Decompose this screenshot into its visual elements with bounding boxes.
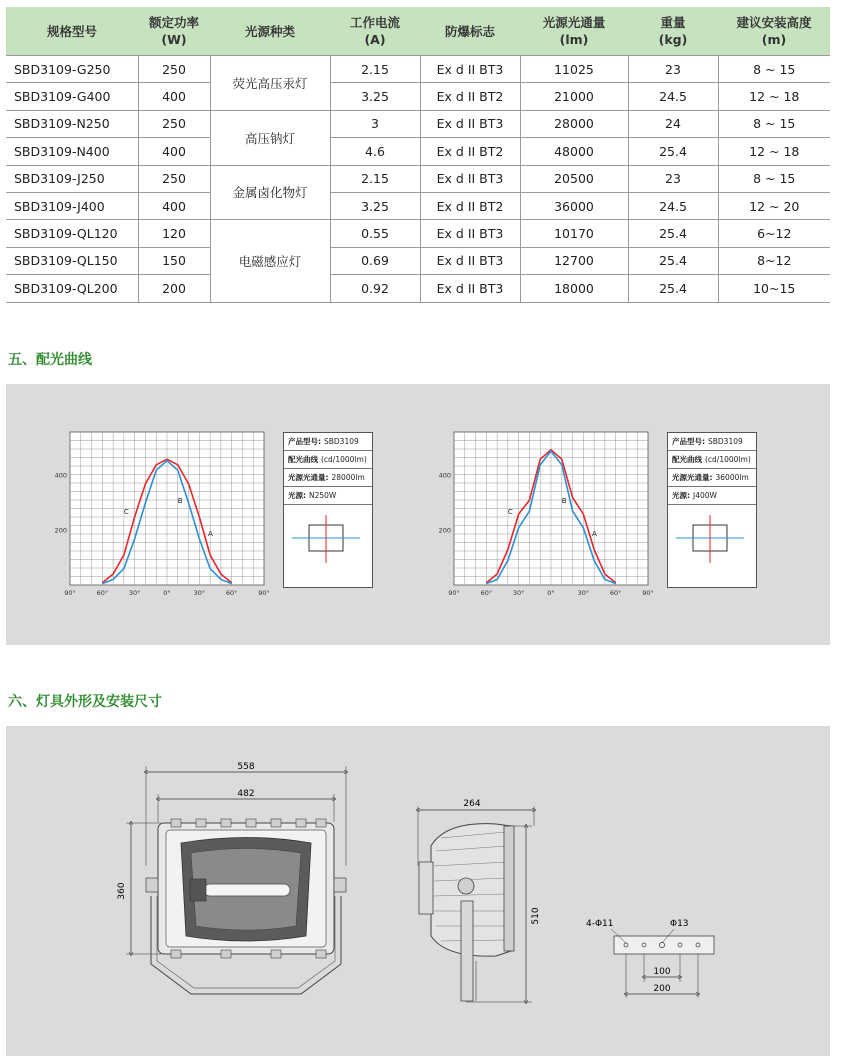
header-model: 规格型号 xyxy=(46,23,97,39)
curve-panel xyxy=(6,384,830,645)
cell-weight: 24.5 xyxy=(628,192,718,219)
cell-current: 0.92 xyxy=(330,275,420,302)
cell-current: 3.25 xyxy=(330,192,420,219)
x-tick-label: 90° xyxy=(448,589,460,597)
cell-light-source: 荧光高压汞灯 xyxy=(210,56,330,111)
cell-flux: 21000 xyxy=(520,83,628,110)
header-flux: 光源光通量 (lm) xyxy=(542,15,606,47)
dim-spacing-large: 200 xyxy=(653,984,671,994)
cell-flux: 12700 xyxy=(520,247,628,274)
cell-weight: 24 xyxy=(628,110,718,137)
cell-current: 3 xyxy=(330,110,420,137)
dimension-panel xyxy=(6,726,830,1056)
cell-weight: 23 xyxy=(628,165,718,192)
cell-height: 12 ~ 20 xyxy=(718,192,830,219)
dim-height-side: 510 xyxy=(531,907,541,925)
section-title-dimensions: 六、灯具外形及安装尺寸 xyxy=(8,694,162,710)
table-row xyxy=(6,275,830,302)
cell-mark: Ex d II BT3 xyxy=(420,247,520,274)
cell-power: 250 xyxy=(138,110,210,137)
cell-height: 8~12 xyxy=(718,247,830,274)
table-row xyxy=(6,165,830,192)
chart-2-info: 产品型号: SBD3109 配光曲线 (cd/1000lm) 光源光通量: 36000lm 光源: J400W xyxy=(667,432,757,588)
x-tick-label: 30° xyxy=(193,589,206,597)
chart-1-svg xyxy=(52,428,282,603)
curve-label: B xyxy=(177,497,183,506)
cell-flux: 11025 xyxy=(520,56,628,83)
cell-power: 150 xyxy=(138,247,210,274)
x-tick-label: 90° xyxy=(258,589,270,597)
cell-weight: 25.4 xyxy=(628,247,718,274)
cell-power: 400 xyxy=(138,138,210,165)
cell-current: 3.25 xyxy=(330,83,420,110)
x-tick-label: 90° xyxy=(642,589,654,597)
cell-height: 8 ~ 15 xyxy=(718,56,830,83)
cell-height: 10~15 xyxy=(718,275,830,302)
x-tick-label: 0° xyxy=(547,589,555,597)
chart-2 xyxy=(436,428,666,607)
cell-power: 400 xyxy=(138,83,210,110)
chart-1 xyxy=(52,428,282,607)
dimension-drawing xyxy=(6,726,830,1056)
y-tick-label: 200 xyxy=(54,526,67,535)
y-tick-label: 400 xyxy=(54,471,67,480)
cell-model: SBD3109-N400 xyxy=(6,138,138,165)
cell-flux: 20500 xyxy=(520,165,628,192)
curve-label: C xyxy=(123,507,129,516)
curve-label: C xyxy=(507,507,513,516)
cell-power: 200 xyxy=(138,275,210,302)
cell-current: 0.69 xyxy=(330,247,420,274)
cell-model: SBD3109-QL200 xyxy=(6,275,138,302)
cell-flux: 10170 xyxy=(520,220,628,247)
x-tick-label: 0° xyxy=(163,589,171,597)
cell-light-source: 金属卤化物灯 xyxy=(210,165,330,220)
section-title-curves: 五、配光曲线 xyxy=(8,352,92,368)
table-row xyxy=(6,56,830,83)
cell-current: 0.55 xyxy=(330,220,420,247)
table-row xyxy=(6,192,830,219)
cell-current: 4.6 xyxy=(330,138,420,165)
cell-mark: Ex d II BT2 xyxy=(420,192,520,219)
cell-mark: Ex d II BT2 xyxy=(420,138,520,165)
x-tick-label: 60° xyxy=(480,589,493,597)
cell-weight: 23 xyxy=(628,56,718,83)
cell-flux: 48000 xyxy=(520,138,628,165)
dim-depth-side: 264 xyxy=(463,799,481,809)
header-current: 工作电流 (A) xyxy=(349,15,400,47)
header-weight: 重量 (kg) xyxy=(658,15,688,47)
cell-power: 120 xyxy=(138,220,210,247)
lamp-orientation-diagram-2 xyxy=(668,505,756,583)
cell-height: 6~12 xyxy=(718,220,830,247)
cell-flux: 18000 xyxy=(520,275,628,302)
chart-1-info: 产品型号: SBD3109 配光曲线 (cd/1000lm) 光源光通量: 28000lm 光源: N250W xyxy=(283,432,373,588)
dim-spacing-small: 100 xyxy=(653,967,671,977)
x-tick-label: 30° xyxy=(128,589,141,597)
cell-model: SBD3109-QL120 xyxy=(6,220,138,247)
cell-mark: Ex d II BT3 xyxy=(420,220,520,247)
cell-current: 2.15 xyxy=(330,165,420,192)
cell-mark: Ex d II BT3 xyxy=(420,275,520,302)
cell-mark: Ex d II BT3 xyxy=(420,56,520,83)
chart-2-svg xyxy=(436,428,666,603)
dim-width-inner: 482 xyxy=(237,789,255,799)
x-tick-label: 30° xyxy=(577,589,590,597)
cell-mark: Ex d II BT2 xyxy=(420,83,520,110)
side-view xyxy=(418,799,541,1002)
table-row xyxy=(6,247,830,274)
cell-mark: Ex d II BT3 xyxy=(420,165,520,192)
cell-light-source: 高压钠灯 xyxy=(210,110,330,165)
table-row xyxy=(6,138,830,165)
cell-weight: 25.4 xyxy=(628,220,718,247)
table-row xyxy=(6,83,830,110)
cell-flux: 36000 xyxy=(520,192,628,219)
cell-height: 12 ~ 18 xyxy=(718,138,830,165)
curve-label: A xyxy=(591,529,597,538)
x-tick-label: 60° xyxy=(225,589,238,597)
cell-power: 250 xyxy=(138,56,210,83)
cell-power: 250 xyxy=(138,165,210,192)
x-tick-label: 90° xyxy=(64,589,76,597)
cell-model: SBD3109-J400 xyxy=(6,192,138,219)
cell-model: SBD3109-QL150 xyxy=(6,247,138,274)
cell-height: 8 ~ 15 xyxy=(718,110,830,137)
dim-hole-count: 4-Φ11 xyxy=(586,919,614,929)
cell-power: 400 xyxy=(138,192,210,219)
cell-model: SBD3109-G400 xyxy=(6,83,138,110)
cell-height: 8 ~ 15 xyxy=(718,165,830,192)
cell-flux: 28000 xyxy=(520,110,628,137)
x-tick-label: 30° xyxy=(512,589,525,597)
cell-model: SBD3109-N250 xyxy=(6,110,138,137)
table-row xyxy=(6,220,830,247)
header-source: 光源种类 xyxy=(244,23,295,39)
cell-weight: 25.4 xyxy=(628,138,718,165)
cell-light-source: 电磁感应灯 xyxy=(210,220,330,302)
header-height: 建议安装高度 (m) xyxy=(736,15,812,47)
cell-height: 12 ~ 18 xyxy=(718,83,830,110)
curve-label: B xyxy=(561,497,567,506)
header-power: 额定功率 (W) xyxy=(148,15,199,47)
spec-table xyxy=(6,7,830,303)
x-tick-label: 60° xyxy=(609,589,622,597)
curve-label: A xyxy=(207,529,213,538)
table-header-row xyxy=(6,7,830,56)
cell-weight: 24.5 xyxy=(628,83,718,110)
header-mark: 防爆标志 xyxy=(444,23,495,39)
cell-current: 2.15 xyxy=(330,56,420,83)
front-view xyxy=(117,762,346,994)
dim-width-outer: 558 xyxy=(237,762,255,772)
x-tick-label: 60° xyxy=(96,589,109,597)
cell-model: SBD3109-G250 xyxy=(6,56,138,83)
y-tick-label: 400 xyxy=(438,471,451,480)
table-row xyxy=(6,110,830,137)
lamp-orientation-diagram-1 xyxy=(284,505,372,583)
dim-height-front: 360 xyxy=(117,882,127,900)
cell-weight: 25.4 xyxy=(628,275,718,302)
dim-hole-big: Φ13 xyxy=(670,919,689,929)
mounting-detail xyxy=(586,919,714,998)
cell-mark: Ex d II BT3 xyxy=(420,110,520,137)
cell-model: SBD3109-J250 xyxy=(6,165,138,192)
y-tick-label: 200 xyxy=(438,526,451,535)
